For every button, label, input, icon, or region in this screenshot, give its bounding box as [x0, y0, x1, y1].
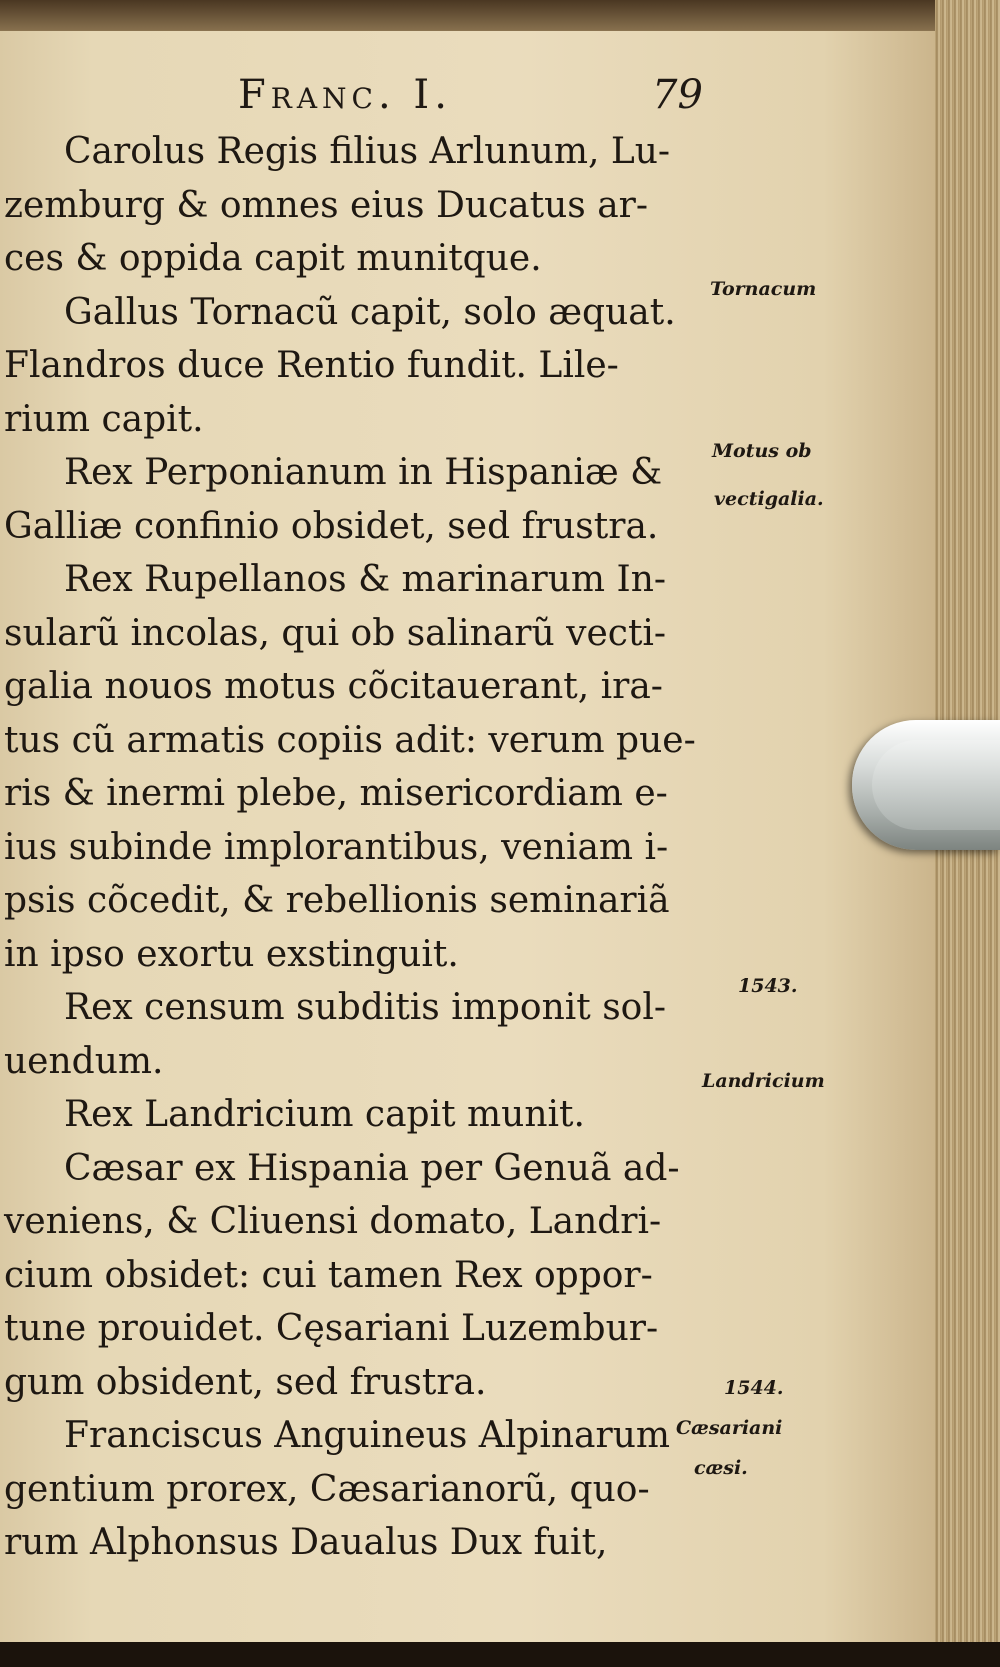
text-line: rium capit.: [4, 398, 204, 440]
text-line: tus cũ armatis copiis adit: verum pue-: [4, 719, 696, 761]
text-line: cium obsidet: cui tamen Rex oppor-: [4, 1254, 653, 1296]
text-line: gentium prorex, Cæsarianorũ, quo-: [4, 1468, 650, 1510]
text-line: Gallus Tornacũ capit, solo æquat.: [64, 291, 676, 333]
text-line: ces & oppida capit munitque.: [4, 238, 542, 279]
text-line: in ipso exortu exstinguit.: [4, 933, 459, 975]
text-line: sularũ incolas, qui ob salinarũ vecti-: [4, 612, 667, 654]
text-line: psis cõcedit, & rebellionis seminariã: [4, 880, 670, 921]
text-line: ius subinde implorantibus, veniam i-: [4, 826, 669, 868]
text-line: ris & inermi plebe, misericordiam e-: [4, 773, 668, 814]
text-line: Rex Landricium capit munit.: [64, 1094, 585, 1135]
text-line: zemburg & omnes eius Ducatus ar-: [4, 184, 649, 226]
text-line: Rex censum subditis imponit sol-: [64, 987, 667, 1028]
marginal-note: Motus ob: [712, 440, 812, 462]
marginal-note: 1544.: [724, 1377, 784, 1399]
marginal-note: vectigalia.: [714, 488, 824, 510]
text-line: Galliæ confinio obsidet, sed frustra.: [4, 505, 659, 547]
text-line: galia nouos motus cõcitauerant, ira-: [4, 666, 663, 707]
marginal-note: cæsi.: [694, 1457, 748, 1479]
text-line: Rex Rupellanos & marinarum In-: [64, 559, 667, 600]
text-line: gum obsident, sed frustra.: [4, 1361, 487, 1403]
text-line: veniens, & Cliuensi domato, Landri-: [4, 1201, 662, 1242]
text-line: rum Alphonsus Daualus Dux fuit,: [4, 1522, 608, 1563]
marginal-note: Landricium: [702, 1070, 825, 1092]
text-line: Flandros duce Rentio fundit. Lile-: [4, 345, 619, 386]
text-line: Cæsar ex Hispania per Genuã ad-: [64, 1147, 680, 1189]
marginal-note: Tornacum: [710, 278, 817, 300]
running-head: Franc. I.: [238, 72, 452, 118]
text-line: Rex Perponianum in Hispaniæ &: [64, 452, 663, 493]
marginal-note: 1543.: [738, 975, 798, 997]
text-line: uendum.: [4, 1040, 164, 1082]
text-line: Franciscus Anguineus Alpinarum: [64, 1415, 671, 1456]
marginal-note: Cæsariani: [676, 1417, 783, 1439]
text-line: Carolus Regis filius Arlunum, Lu-: [64, 131, 671, 172]
page-clip-highlight: [872, 740, 1000, 830]
text-line: tune prouidet. Cęsariani Luzembur-: [4, 1308, 659, 1349]
page-number: 79: [652, 72, 703, 118]
